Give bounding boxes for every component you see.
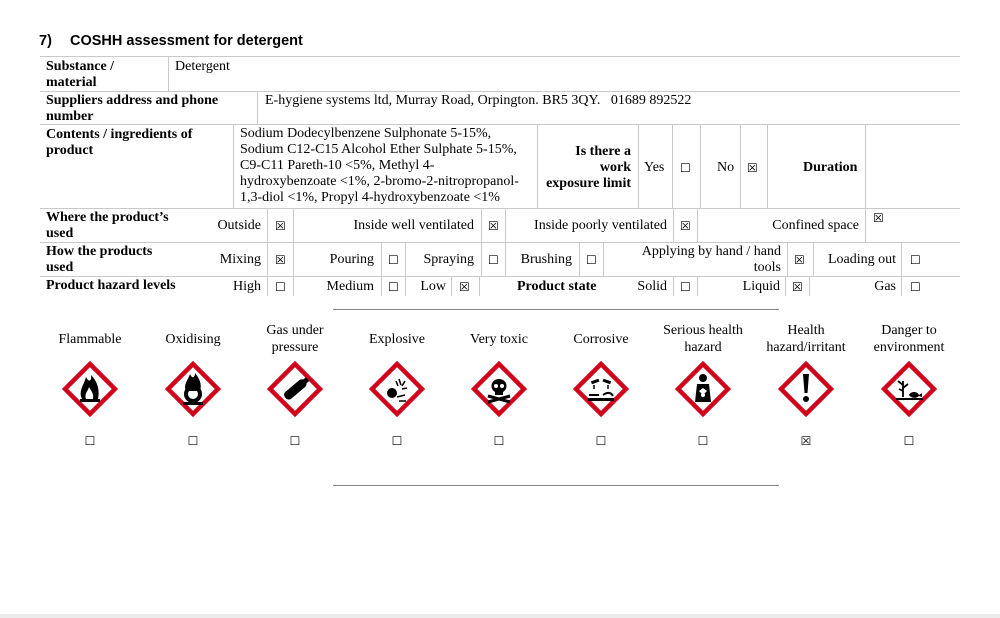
liquid-checkbox[interactable]: ☒ xyxy=(792,280,803,294)
section-title: COSHH assessment for detergent xyxy=(70,33,303,49)
hazard-levels-label: Product hazard levels xyxy=(46,278,176,293)
loading-out-checkbox[interactable]: ☐ xyxy=(910,253,921,267)
exclamation-mark-icon xyxy=(778,361,834,417)
brushing-checkbox[interactable]: ☐ xyxy=(586,253,597,267)
gas-checkbox[interactable]: ☐ xyxy=(910,280,921,294)
divider-bottom xyxy=(333,485,779,486)
pictogram-label-health-hazard-irritant: Health hazard/irritant xyxy=(766,323,846,355)
exposure-yes-label: Yes xyxy=(644,160,665,175)
poorly-ventilated-checkbox[interactable]: ☒ xyxy=(680,219,691,233)
exposure-yes-checkbox[interactable]: ☐ xyxy=(680,161,691,175)
low-label: Low xyxy=(420,279,446,294)
pictogram-label-corrosive: Corrosive xyxy=(573,332,629,347)
corrosive-checkbox[interactable]: ☐ xyxy=(595,434,607,448)
low-checkbox[interactable]: ☒ xyxy=(459,280,470,294)
flammable-checkbox[interactable]: ☐ xyxy=(84,434,96,448)
flame-over-circle-icon xyxy=(165,361,221,417)
confined-space-checkbox[interactable]: ☒ xyxy=(873,211,884,225)
liquid-label: Liquid xyxy=(742,279,780,294)
outside-checkbox[interactable]: ☒ xyxy=(275,219,286,233)
page-bottom-edge xyxy=(0,614,1000,618)
solid-checkbox[interactable]: ☐ xyxy=(680,280,691,294)
loading-out-label: Loading out xyxy=(827,252,896,267)
solid-label: Solid xyxy=(637,279,667,294)
exposure-no-label: No xyxy=(717,160,735,175)
by-hand-label: Applying by hand / hand tools xyxy=(641,244,781,275)
gas-under-pressure-checkbox[interactable]: ☐ xyxy=(289,434,301,448)
outside-label: Outside xyxy=(217,218,261,233)
high-checkbox[interactable]: ☐ xyxy=(275,280,286,294)
by-hand-checkbox[interactable]: ☒ xyxy=(794,253,805,267)
pictogram-label-danger-to-environment: Danger to environment xyxy=(873,323,945,355)
danger-to-environment-checkbox[interactable]: ☐ xyxy=(903,434,915,448)
health-hazard-irritant-checkbox[interactable]: ☒ xyxy=(800,434,812,448)
section-number: 7) xyxy=(39,33,52,49)
oxidising-checkbox[interactable]: ☐ xyxy=(187,434,199,448)
substance-label: Substance / material xyxy=(46,59,115,90)
serious-health-hazard-checkbox[interactable]: ☐ xyxy=(697,434,709,448)
contents-value: Sodium Dodecylbenzene Sulphonate 5-15%, Sodium C12-C15 Alcohol Ether Sulphate 5-15%, C9-C11 Pareth-10 <5%, Methyl 4- hydroxybenzoate <1%, 2-bromo-2-nitropropanol- 1,3-diol <1%, Propyl 4-hydroxybenzoate <1% xyxy=(240,126,519,205)
medium-checkbox[interactable]: ☐ xyxy=(388,280,399,294)
pouring-checkbox[interactable]: ☐ xyxy=(388,253,399,267)
pictogram-label-oxidising: Oxidising xyxy=(165,332,221,347)
mixing-label: Mixing xyxy=(219,252,261,267)
flame-icon xyxy=(62,361,118,417)
pictogram-label-flammable: Flammable xyxy=(58,332,122,347)
well-ventilated-label: Inside well ventilated xyxy=(353,218,474,233)
substance-value: Detergent xyxy=(175,59,230,74)
spraying-label: Spraying xyxy=(423,252,474,267)
duration-label: Duration xyxy=(803,160,858,175)
exposure-limit-label: Is there a work exposure limit xyxy=(546,144,631,191)
brushing-label: Brushing xyxy=(520,252,572,267)
medium-label: Medium xyxy=(326,279,374,294)
how-used-label: How the products used xyxy=(46,244,153,275)
very-toxic-checkbox[interactable]: ☐ xyxy=(493,434,505,448)
pictogram-label-serious-health-hazard: Serious health hazard xyxy=(663,323,743,355)
explosive-checkbox[interactable]: ☐ xyxy=(391,434,403,448)
where-used-label: Where the product’s used xyxy=(46,210,169,241)
exploding-bomb-icon xyxy=(369,361,425,417)
gas-cylinder-icon xyxy=(267,361,323,417)
environment-icon xyxy=(881,361,937,417)
divider-top xyxy=(333,309,779,310)
pictogram-label-gas-under-pressure: Gas under pressure xyxy=(266,323,324,355)
confined-space-label: Confined space xyxy=(772,218,859,233)
supplier-label: Suppliers address and phone number xyxy=(46,93,219,124)
pouring-label: Pouring xyxy=(329,252,374,267)
gas-label: Gas xyxy=(874,279,896,294)
contents-label: Contents / ingredients of product xyxy=(46,127,193,158)
product-state-label: Product state xyxy=(517,279,597,294)
poorly-ventilated-label: Inside poorly ventilated xyxy=(534,218,667,233)
skull-crossbones-icon xyxy=(471,361,527,417)
exposure-no-checkbox[interactable]: ☒ xyxy=(747,161,758,175)
high-label: High xyxy=(233,279,261,294)
spraying-checkbox[interactable]: ☐ xyxy=(488,253,499,267)
pictogram-label-explosive: Explosive xyxy=(369,332,425,347)
well-ventilated-checkbox[interactable]: ☒ xyxy=(488,219,499,233)
health-hazard-icon xyxy=(675,361,731,417)
pictogram-label-very-toxic: Very toxic xyxy=(470,332,528,347)
supplier-value: E-hygiene systems ltd, Murray Road, Orpington. BR5 3QY. 01689 892522 xyxy=(265,93,692,108)
corrosion-icon xyxy=(573,361,629,417)
mixing-checkbox[interactable]: ☒ xyxy=(275,253,286,267)
